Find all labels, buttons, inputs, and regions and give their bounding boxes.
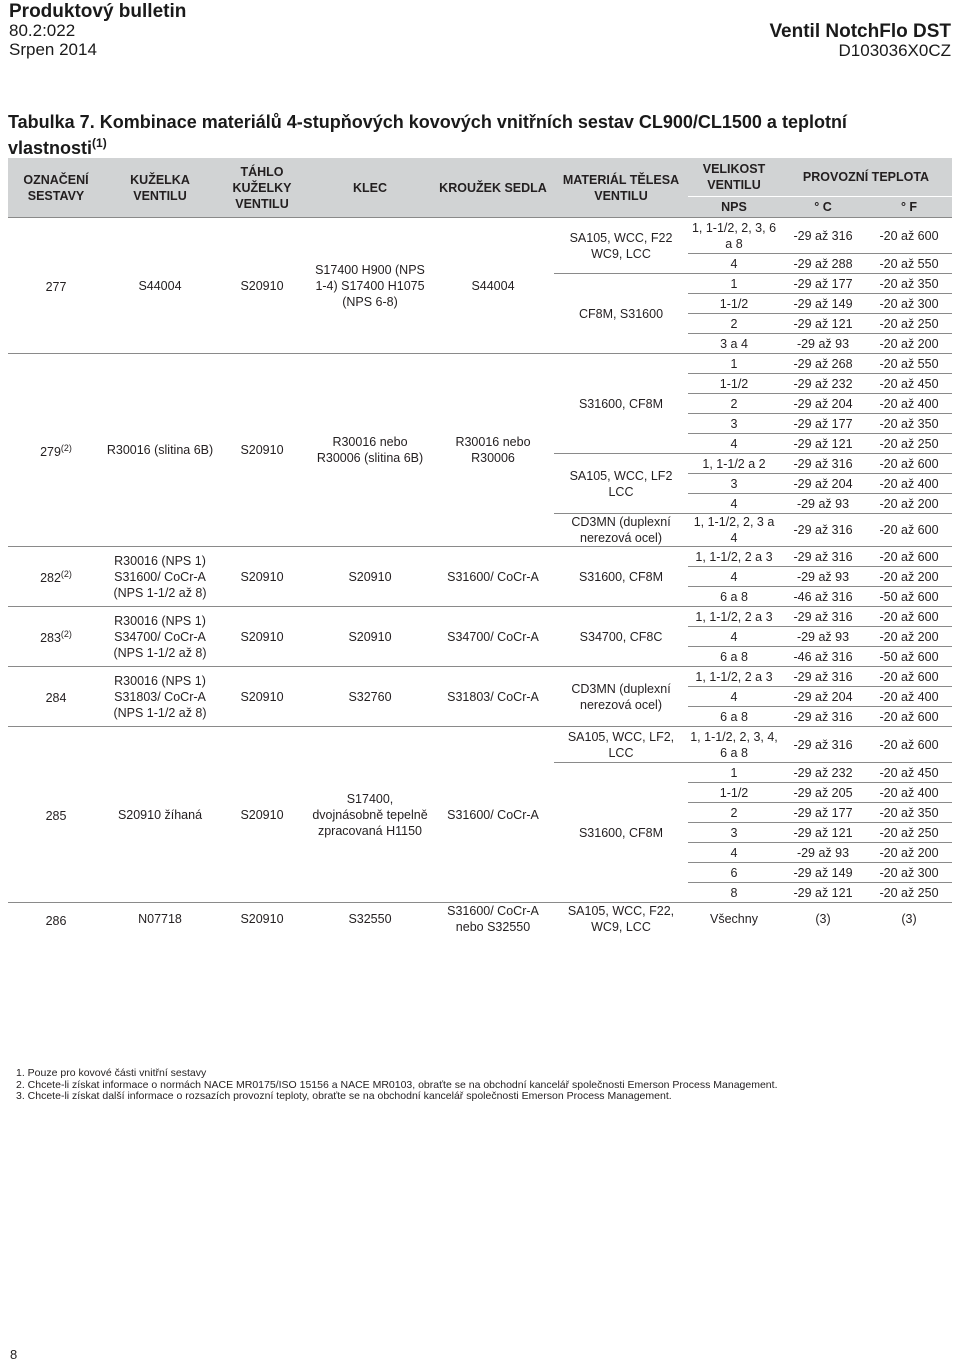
cell-nps: 2 [688,314,780,334]
cell-temp-c: -29 až 316 [780,667,866,687]
assembly-code: 285 [45,809,67,824]
col-temp-header: PROVOZNÍ TEPLOTA [780,158,952,197]
cell-body-material: S31600, CF8M [554,547,688,607]
cell-temp-c: -29 až 204 [780,394,866,414]
cell-seat: S34700/ CoCr-A [432,607,554,667]
col-plug-header: KUŽELKA VENTILU [104,158,216,218]
cell-seat: S31600/ CoCr-A [432,547,554,607]
cell-nps: 1, 1-1/2, 2 a 3 [688,547,780,567]
cell-plug: N07718 [104,903,216,936]
cell-nps: 1, 1-1/2, 2, 3, 6 a 8 [688,218,780,254]
cell-nps: 3 a 4 [688,334,780,354]
cell-temp-f: -20 až 200 [866,567,952,587]
col-seat-ring-header: KROUŽEK SEDLA [432,158,554,218]
doc-number: 80.2:022 [9,21,76,40]
cell-cage: S20910 [308,547,432,607]
cell-temp-f: -20 až 200 [866,494,952,514]
table-row [8,547,952,567]
table-row [8,218,952,254]
footnote-2: 2. Chcete-li získat informace o normách NACE MR0175/ISO 15156 a NACE MR0103, obraťte se na obchodní kancelář společnosti Emerson Process Management. [16,1078,778,1091]
cell-temp-c: -29 až 316 [780,607,866,627]
col-c-header: ° C [780,197,866,218]
cell-body-material: CD3MN (duplexní nerezová ocel) [554,667,688,727]
cell-temp-f: -20 až 250 [866,434,952,454]
cell-nps: 2 [688,803,780,823]
cell-nps: 4 [688,687,780,707]
cell-nps: 1, 1-1/2, 2, 3, 4, 6 a 8 [688,727,780,763]
cell-nps: 4 [688,434,780,454]
cell-nps: 1-1/2 [688,374,780,394]
cell-nps: Všechny [688,903,780,936]
table-title [8,112,948,159]
table-title-text: Tabulka 7. Kombinace materiálů 4-stupňových kovových vnitřních sestav CL900/CL1500 a teplotní vlastnosti [8,112,847,158]
cell-plug: R30016 (NPS 1) S34700/ CoCr-A (NPS 1-1/2 až 8) [104,607,216,667]
cell-temp-f: -20 až 600 [866,547,952,567]
cell-temp-f: (3) [866,903,952,936]
cell-nps: 4 [688,254,780,274]
table-row [8,727,952,763]
cell-temp-f: -20 až 250 [866,883,952,903]
cell-nps: 1, 1-1/2 a 2 [688,454,780,474]
assembly-code: 277 [45,280,67,295]
cell-temp-f: -20 až 350 [866,414,952,434]
cell-temp-c: -29 až 93 [780,567,866,587]
assembly-code: 283 [40,631,61,646]
assembly-footnote: (2) [60,629,72,640]
header-right [769,22,951,60]
footnote-1: 1. Pouze pro kovové části vnitřní sestavy [16,1067,207,1079]
cell-cage: R30016 nebo R30006 (slitina 6B) [308,354,432,547]
cell-temp-f: -20 až 400 [866,783,952,803]
cell-temp-f: -20 až 250 [866,823,952,843]
doc-date: Srpen 2014 [9,40,97,59]
cell-temp-c: -29 až 204 [780,687,866,707]
cell-nps: 1, 1-1/2, 2 a 3 [688,667,780,687]
cell-stem: S20910 [216,667,308,727]
cell-temp-f: -20 až 600 [866,218,952,254]
footnotes [16,1068,777,1103]
assembly-code: 279 [40,445,61,460]
cell-temp-c: -29 až 316 [780,727,866,763]
cell-temp-c: -29 až 121 [780,823,866,843]
col-body-header: MATERIÁL TĚLESA VENTILU [554,158,688,218]
cell-temp-c: -29 až 121 [780,314,866,334]
cell-nps: 1-1/2 [688,783,780,803]
cell-plug: S44004 [104,218,216,354]
cell-temp-f: -20 až 300 [866,863,952,883]
assembly-code: 286 [45,914,67,929]
table-row [8,667,952,687]
cell-temp-f: -20 až 450 [866,374,952,394]
cell-temp-c: -29 až 177 [780,414,866,434]
cell-plug: R30016 (NPS 1) S31600/ CoCr-A (NPS 1-1/2 až 8) [104,547,216,607]
cell-temp-c: -29 až 204 [780,474,866,494]
cell-temp-f: -20 až 350 [866,274,952,294]
cell-nps: 1, 1-1/2, 2, 3 a 4 [688,514,780,547]
cell-nps: 6 a 8 [688,647,780,667]
cell-temp-c: -29 až 121 [780,883,866,903]
col-f-header: ° F [866,197,952,218]
cell-nps: 3 [688,414,780,434]
page-number: 8 [10,1347,18,1362]
cell-nps: 6 a 8 [688,707,780,727]
cell-body-material: SA105, WCC, F22 WC9, LCC [554,218,688,274]
cell-cage: S17400, dvojnásobně tepelně zpracovaná H1150 [308,727,432,903]
cell-temp-f: -20 až 600 [866,667,952,687]
cell-temp-f: -20 až 600 [866,727,952,763]
cell-nps: 1 [688,274,780,294]
cell-temp-f: -20 až 300 [866,294,952,314]
col-stem-header: TÁHLO KUŽELKY VENTILU [216,158,308,218]
cell-body-material: SA105, WCC, F22, WC9, LCC [554,903,688,936]
cell-temp-c: -29 až 232 [780,763,866,783]
cell-temp-f: -20 až 400 [866,474,952,494]
cell-temp-c: -29 až 316 [780,514,866,547]
cell-cage: S32550 [308,903,432,936]
cell-assembly [8,607,104,667]
cell-temp-c: -29 až 149 [780,294,866,314]
cell-temp-f: -20 až 400 [866,687,952,707]
cell-temp-c: -29 až 149 [780,863,866,883]
cell-temp-f: -20 až 600 [866,514,952,547]
materials-table [8,158,952,935]
assembly-footnote: (2) [60,569,72,580]
cell-temp-c: -29 až 205 [780,783,866,803]
cell-temp-c: -29 až 177 [780,274,866,294]
col-size-header: VELIKOST VENTILU [688,158,780,197]
cell-temp-f: -50 až 600 [866,587,952,607]
cell-temp-c: -29 až 93 [780,334,866,354]
cell-body-material: CD3MN (duplexní nerezová ocel) [554,514,688,547]
cell-temp-f: -20 až 600 [866,707,952,727]
cell-nps: 1, 1-1/2, 2 a 3 [688,607,780,627]
product-code: D103036X0CZ [838,41,951,60]
cell-body-material: SA105, WCC, LF2, LCC [554,727,688,763]
cell-temp-c: -29 až 93 [780,843,866,863]
cell-stem: S20910 [216,903,308,936]
cell-temp-c: -29 až 316 [780,218,866,254]
cell-nps: 4 [688,627,780,647]
cell-temp-f: -20 až 400 [866,394,952,414]
cell-temp-c: -29 až 268 [780,354,866,374]
cell-stem: S20910 [216,607,308,667]
cell-nps: 1-1/2 [688,294,780,314]
cell-temp-c: -29 až 232 [780,374,866,394]
cell-temp-c: -29 až 316 [780,707,866,727]
cell-temp-c: -29 až 316 [780,454,866,474]
cell-cage: S20910 [308,607,432,667]
bulletin-title: Produktový bulletin [9,1,187,22]
cell-body-material: S31600, CF8M [554,354,688,454]
cell-temp-f: -20 až 550 [866,254,952,274]
col-assembly-header: OZNAČENÍ SESTAVY [8,158,104,218]
cell-stem: S20910 [216,218,308,354]
cell-seat: R30016 nebo R30006 [432,354,554,547]
product-name: Ventil NotchFlo DST [769,21,951,42]
cell-temp-f: -20 až 200 [866,334,952,354]
cell-assembly [8,667,104,727]
cell-assembly [8,547,104,607]
table-row [8,607,952,627]
cell-body-material: S34700, CF8C [554,607,688,667]
cell-stem: S20910 [216,727,308,903]
col-nps-header: NPS [688,197,780,218]
cell-body-material: SA105, WCC, LF2 LCC [554,454,688,514]
cell-assembly [8,218,104,354]
cell-temp-f: -20 až 250 [866,314,952,334]
cell-nps: 4 [688,494,780,514]
cell-nps: 4 [688,567,780,587]
cell-nps: 3 [688,823,780,843]
cell-nps: 6 a 8 [688,587,780,607]
cell-seat: S44004 [432,218,554,354]
footnote-3: 3. Chcete-li získat další informace o rozsazích provozní teploty, obraťte se na obchodní kancelář společnosti Emerson Process Management. [16,1090,672,1102]
cell-nps: 8 [688,883,780,903]
cell-stem: S20910 [216,547,308,607]
cell-cage: S32760 [308,667,432,727]
cell-temp-f: -50 až 600 [866,647,952,667]
table-title-footnote: (1) [92,136,107,150]
assembly-code: 284 [45,691,67,706]
cell-temp-f: -20 až 550 [866,354,952,374]
assembly-footnote: (2) [60,442,72,453]
cell-temp-c: -46 až 316 [780,587,866,607]
cell-temp-c: -29 až 93 [780,494,866,514]
cell-temp-c: -29 až 93 [780,627,866,647]
cell-temp-f: -20 až 600 [866,607,952,627]
header-left [9,2,186,59]
cell-temp-f: -20 až 600 [866,454,952,474]
table-row [8,354,952,374]
cell-cage: S17400 H900 (NPS 1-4) S17400 H1075 (NPS 6-8) [308,218,432,354]
cell-nps: 3 [688,474,780,494]
cell-seat: S31600/ CoCr-A nebo S32550 [432,903,554,936]
cell-assembly [8,903,104,936]
cell-nps: 6 [688,863,780,883]
table-body [8,218,952,936]
cell-temp-f: -20 až 450 [866,763,952,783]
cell-body-material: CF8M, S31600 [554,274,688,354]
cell-plug: R30016 (slitina 6B) [104,354,216,547]
cell-seat: S31803/ CoCr-A [432,667,554,727]
cell-temp-f: -20 až 200 [866,627,952,647]
cell-temp-c: -29 až 316 [780,547,866,567]
cell-temp-f: -20 až 200 [866,843,952,863]
cell-nps: 1 [688,354,780,374]
cell-temp-c: -29 až 177 [780,803,866,823]
cell-temp-c: (3) [780,903,866,936]
col-cage-header: KLEC [308,158,432,218]
cell-nps: 2 [688,394,780,414]
cell-seat: S31600/ CoCr-A [432,727,554,903]
cell-temp-f: -20 až 350 [866,803,952,823]
table-row [8,903,952,936]
cell-assembly [8,727,104,903]
cell-stem: S20910 [216,354,308,547]
cell-plug: R30016 (NPS 1) S31803/ CoCr-A (NPS 1-1/2 až 8) [104,667,216,727]
cell-nps: 1 [688,763,780,783]
cell-temp-c: -46 až 316 [780,647,866,667]
cell-plug: S20910 žíhaná [104,727,216,903]
cell-nps: 4 [688,843,780,863]
cell-temp-c: -29 až 121 [780,434,866,454]
assembly-code: 282 [40,571,61,586]
cell-temp-c: -29 až 288 [780,254,866,274]
cell-body-material: S31600, CF8M [554,763,688,903]
cell-assembly [8,354,104,547]
